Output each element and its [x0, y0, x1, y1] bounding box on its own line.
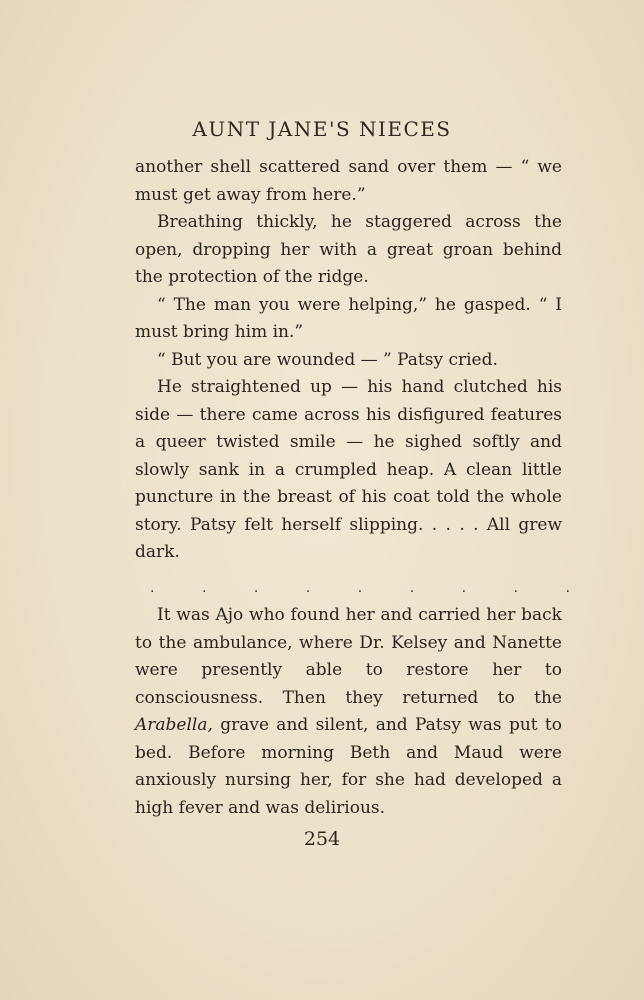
paragraph: “ But you are wounded — ” Patsy cried.	[157, 349, 498, 370]
ornament-dot: .	[253, 580, 259, 596]
paragraph: “ The man you were helping,” he gasped. “ I must bring him in.”	[135, 294, 562, 342]
text-block-bottom	[135, 602, 562, 822]
running-head: AUNT JANE'S NIECES	[192, 117, 452, 141]
ornament-dot: .	[409, 580, 415, 596]
ship-name: Arabella,	[135, 715, 213, 735]
text-block-top	[135, 154, 562, 567]
paragraph: another shell scattered sand over them — “ we must get away from here.”	[135, 157, 562, 205]
paragraph	[135, 602, 562, 822]
ornament-dot: .	[513, 580, 519, 596]
paragraph-text: grave and silent, and Patsy was put to bed. Before morning Beth and Maud were anxiously nursing her, for she had developed a high fever and was delirious.	[135, 715, 562, 818]
page-number: 254	[303, 828, 341, 850]
ornament-dot: .	[150, 580, 155, 596]
ornament-dot: .	[201, 580, 207, 596]
ornament-dot: .	[357, 580, 363, 596]
paragraph-text: It was Ajo who found her and carried her back to the ambulance, where Dr. Kelsey and Nanette were presently able to restore her to consciousness. Then they returned to the	[135, 605, 562, 708]
section-break-ornament	[150, 580, 570, 596]
paragraph: Breathing thickly, he staggered across the open, dropping her with a great groan behind the protection of the ridge.	[135, 212, 562, 287]
paragraph: He straightened up — his hand clutched his side — there came across his disfigured features a queer twisted smile — he sighed softly and slowly sank in a crumpled heap. A clean little puncture in the breast of his coat told the whole story. Patsy felt herself slipping. . . . . All grew dark.	[135, 377, 562, 562]
ornament-dot: .	[565, 580, 570, 596]
ornament-dot: .	[305, 580, 311, 596]
ornament-dot: .	[461, 580, 467, 596]
